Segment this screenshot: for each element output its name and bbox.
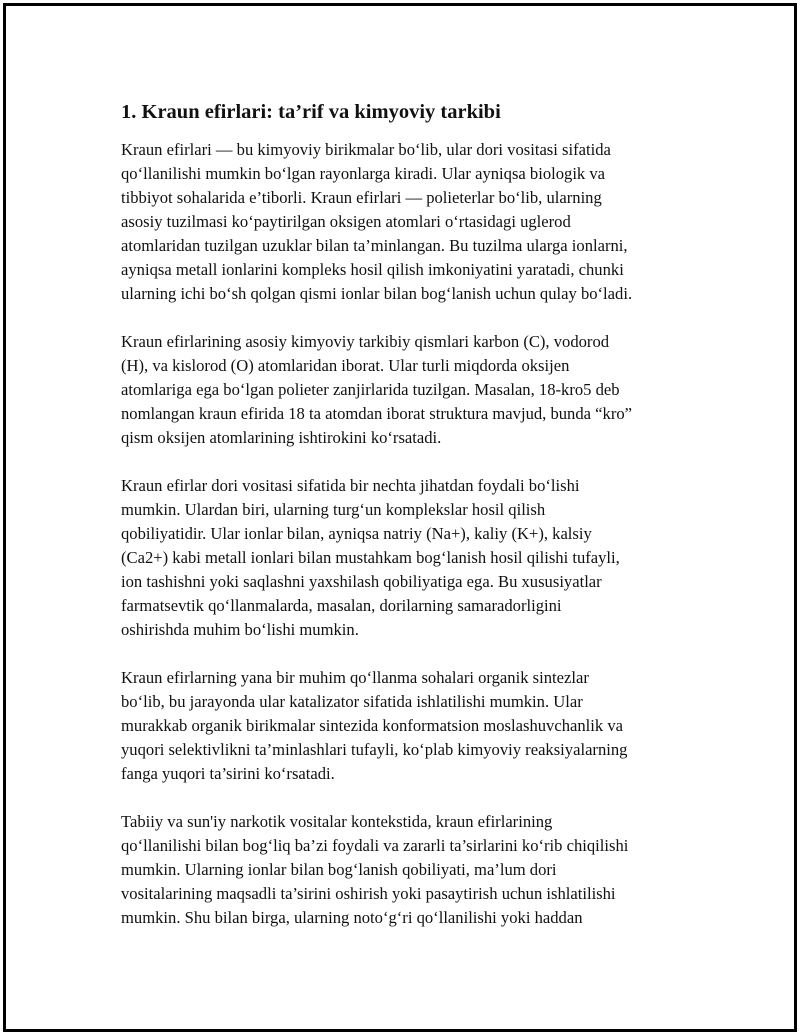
text-line: (H), va kislorod (O) atomlaridan iborat. Ular turli miqdorda oksijen xyxy=(121,356,570,375)
text-line: asosiy tuzilmasi ko‘paytirilgan oksigen atomlari o‘rtasidagi uglerod xyxy=(121,212,571,231)
page-frame xyxy=(3,3,797,1032)
text-line: bo‘lib, bu jarayonda ular katalizator sifatida ishlatilishi mumkin. Ular xyxy=(121,692,583,711)
text-line: mumkin. Ularning ionlar bilan bog‘lanish qobiliyati, ma’lum dori xyxy=(121,860,557,879)
text-line: qobiliyatidir. Ular ionlar bilan, ayniqsa natriy (Na+), kaliy (K+), kalsiy xyxy=(121,524,592,543)
document-body xyxy=(121,98,711,954)
text-line: qo‘llanilishi bilan bog‘liq ba’zi foydali va zararli ta’sirlarini ko‘rib chiqilishi xyxy=(121,836,629,855)
text-line: Tabiiy va sun'iy narkotik vositalar kontekstida, kraun efirlarining xyxy=(121,812,553,831)
text-line: ularning ichi bo‘sh qolgan qismi ionlar bilan bog‘lanish uchun qulay bo‘ladi. xyxy=(121,284,633,303)
text-line: yuqori selektivlikni ta’minlashlari tufayli, ko‘plab kimyoviy reaksiyalarning xyxy=(121,740,628,759)
text-line: oshirishda muhim bo‘lishi mumkin. xyxy=(121,620,359,639)
text-line: nomlangan kraun efirida 18 ta atomdan iborat struktura mavjud, bunda “kro” xyxy=(121,404,633,423)
text-line: tibbiyot sohalarida e’tiborli. Kraun efirlari — polieterlar bo‘lib, ularning xyxy=(121,188,602,207)
paragraph-1 xyxy=(121,138,711,306)
paragraph-4 xyxy=(121,666,711,786)
section-heading: 1. Kraun efirlari: ta’rif va kimyoviy tarkibi xyxy=(121,101,501,123)
text-line: qism oksijen atomlarining ishtirokini ko‘rsatadi. xyxy=(121,428,442,447)
text-line: (Ca2+) kabi metall ionlari bilan mustahkam bog‘lanish hosil qilishi tufayli, xyxy=(121,548,620,567)
text-line: atomlariga ega bo‘lgan polieter zanjirlarida tuzilgan. Masalan, 18-kro5 deb xyxy=(121,380,620,399)
text-line: vositalarining maqsadli ta’sirini oshirish yoki pasaytirish uchun ishlatilishi xyxy=(121,884,616,903)
text-line: ayniqsa metall ionlarini kompleks hosil qilish imkoniyatini yaratadi, chunki xyxy=(121,260,624,279)
paragraph-2 xyxy=(121,330,711,450)
paragraph-5 xyxy=(121,810,711,930)
text-line: qo‘llanilishi mumkin bo‘lgan rayonlarga kiradi. Ular ayniqsa biologik va xyxy=(121,164,606,183)
text-line: fanga yuqori ta’sirini ko‘rsatadi. xyxy=(121,764,335,783)
text-line: Kraun efirlari — bu kimyoviy birikmalar bo‘lib, ular dori vositasi sifatida xyxy=(121,140,611,159)
text-line: ion tashishni yoki saqlashni yaxshilash qobiliyatiga ega. Bu xususiyatlar xyxy=(121,572,602,591)
text-line: mumkin. Shu bilan birga, ularning noto‘g‘ri qo‘llanilishi yoki haddan xyxy=(121,908,583,927)
text-line: farmatsevtik qo‘llanmalarda, masalan, dorilarning samaradorligini xyxy=(121,596,562,615)
text-line: mumkin. Ulardan biri, ularning turg‘un komplekslar hosil qilish xyxy=(121,500,546,519)
text-line: Kraun efirlar dori vositasi sifatida bir nechta jihatdan foydali bo‘lishi xyxy=(121,476,580,495)
text-line: atomlaridan tuzilgan uzuklar bilan ta’minlangan. Bu tuzilma ularga ionlarni, xyxy=(121,236,628,255)
text-line: Kraun efirlarning yana bir muhim qo‘llanma sohalari organik sintezlar xyxy=(121,668,589,687)
text-line: Kraun efirlarining asosiy kimyoviy tarkibiy qismlari karbon (C), vodorod xyxy=(121,332,610,351)
paragraph-3 xyxy=(121,474,711,642)
text-line: murakkab organik birikmalar sintezida konformatsion moslashuvchanlik va xyxy=(121,716,623,735)
